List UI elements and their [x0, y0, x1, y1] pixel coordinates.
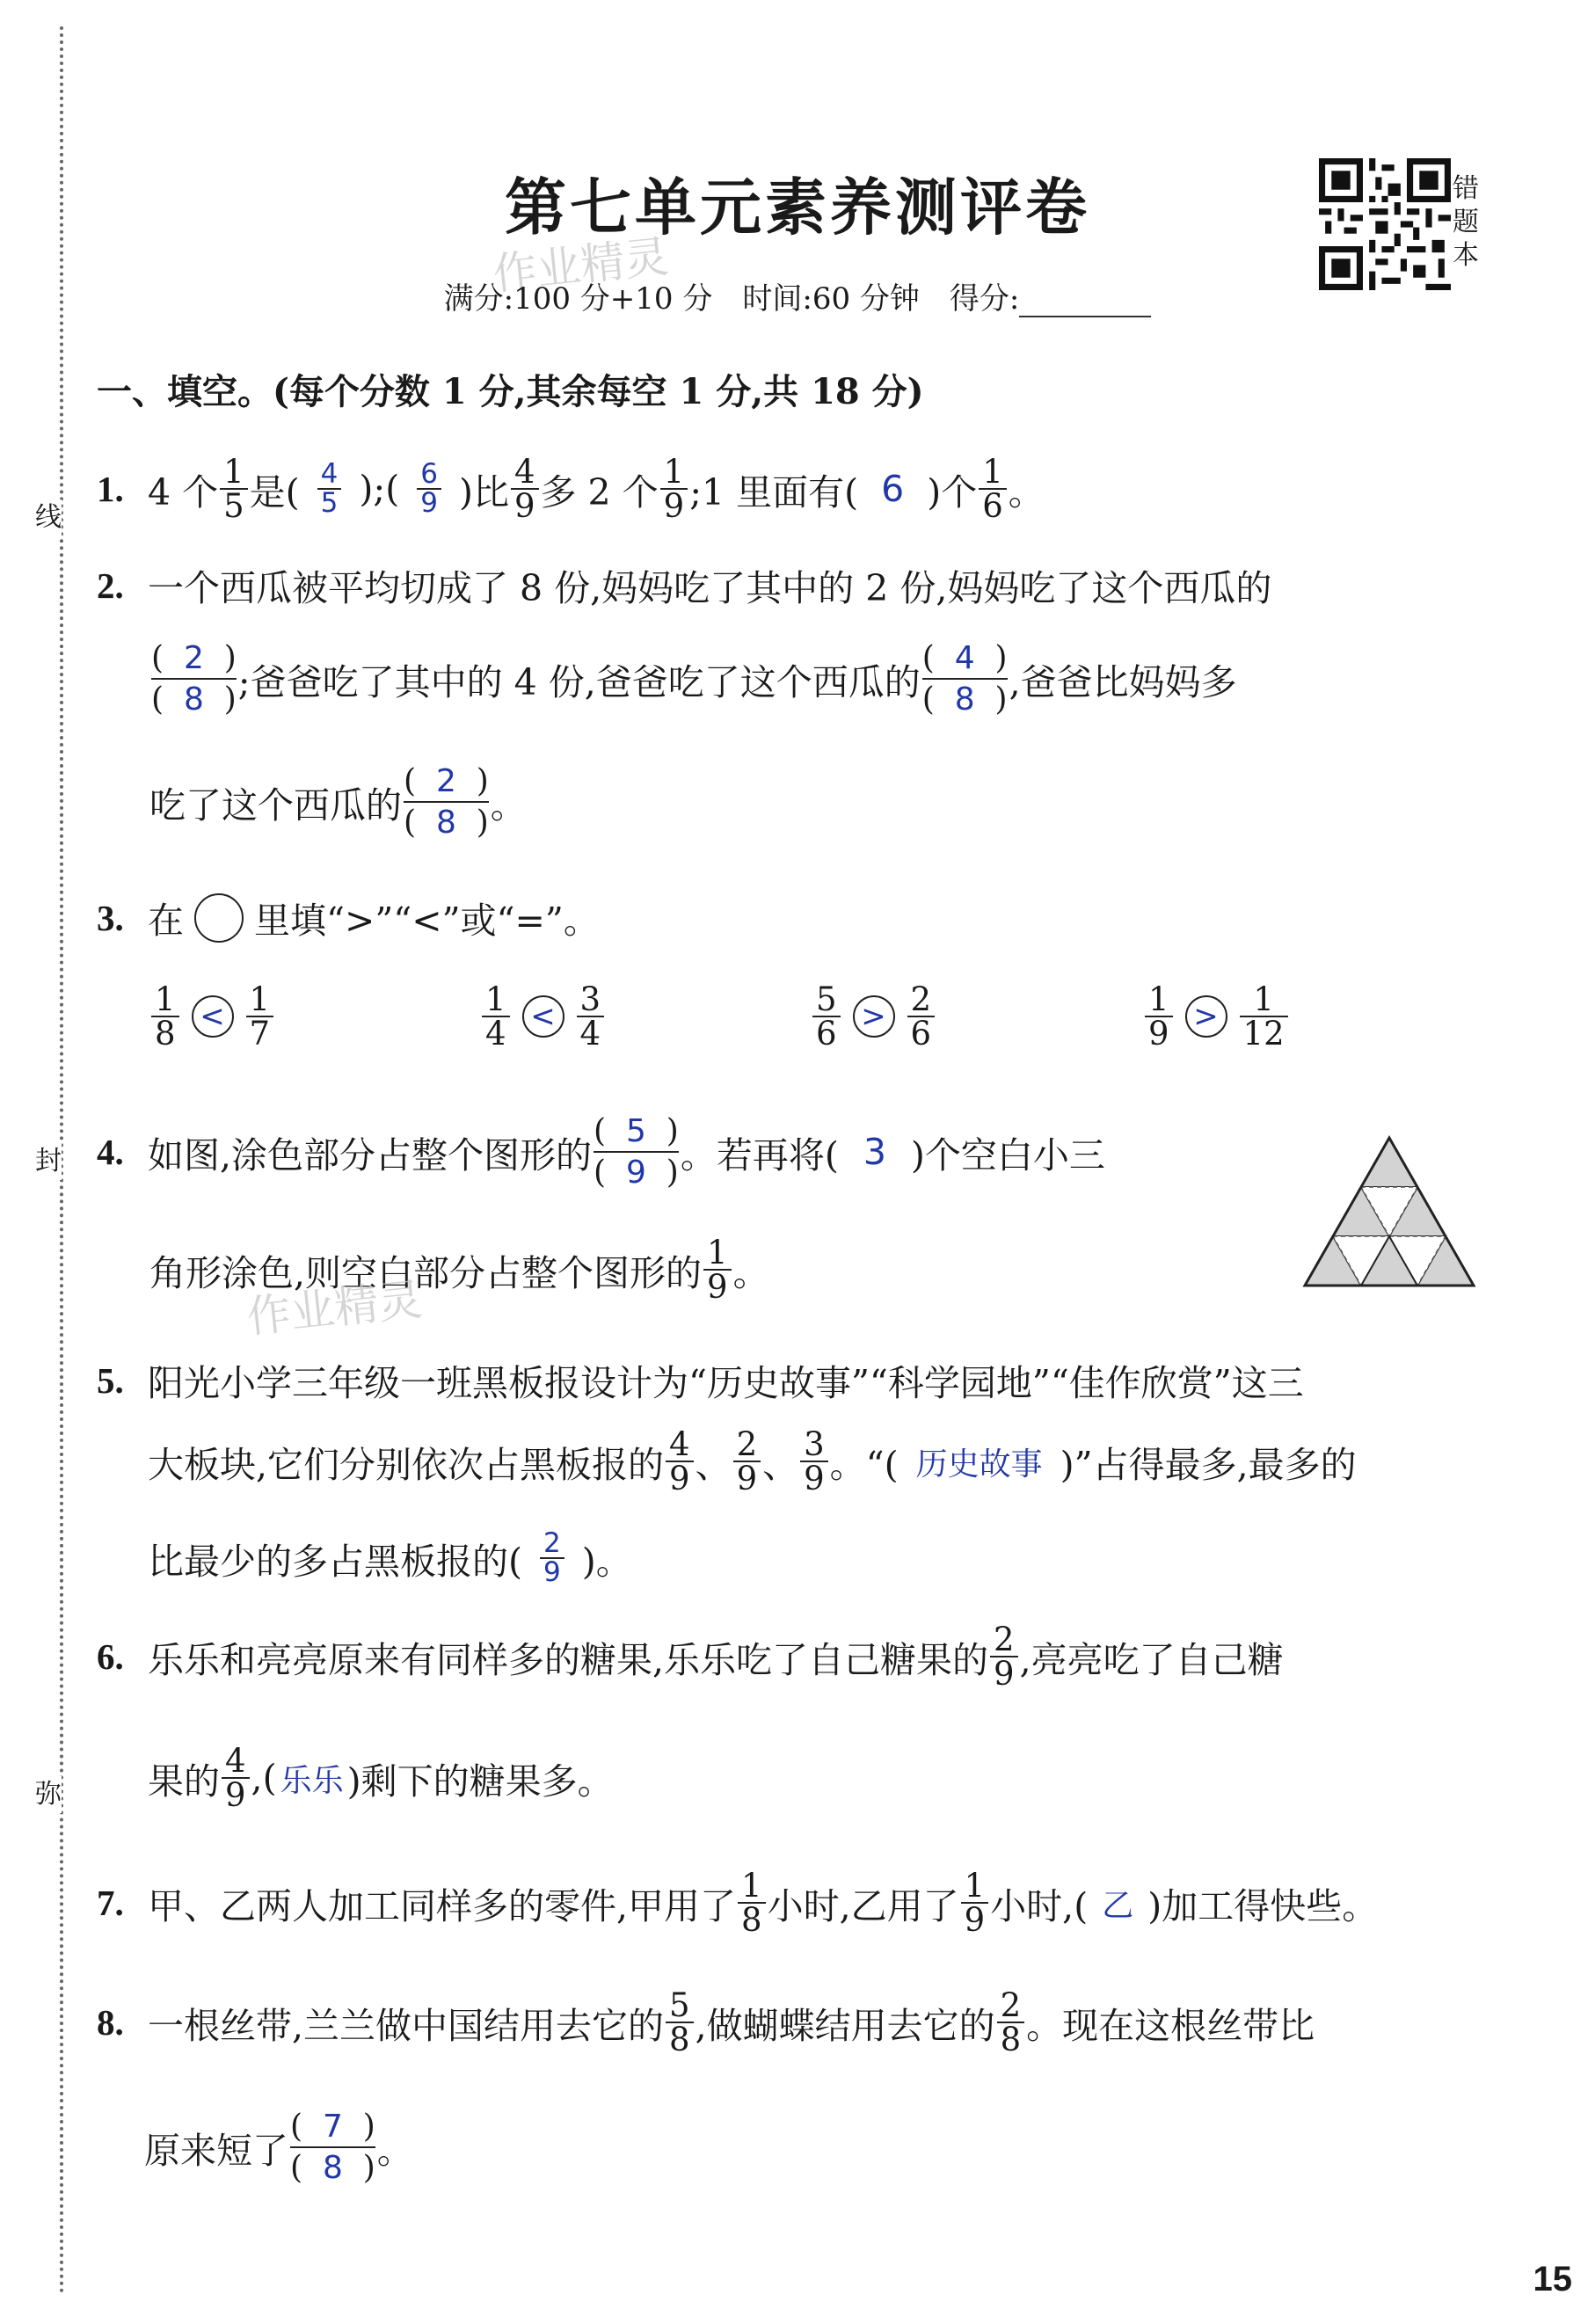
text: 里填“>”“<”或“=”。 [254, 900, 600, 942]
denominator-row: ( 9 ) [594, 1151, 679, 1192]
text: 。现在这根丝带比 [1026, 2004, 1315, 2047]
denominator-row: ( 8 ) [404, 801, 489, 842]
question-6-line-1 [97, 1621, 1284, 1693]
numerator: 1 [964, 1867, 986, 1905]
question-5-line-3 [148, 1527, 632, 1588]
answer-fraction [404, 761, 489, 842]
denominator: 9 [733, 1461, 761, 1495]
numerator: 4 [954, 640, 975, 676]
numerator-row: ( 7 ) [290, 2109, 375, 2145]
denominator: 8 [954, 681, 975, 718]
answer-fraction [151, 638, 237, 719]
text: 原来短了 [144, 2129, 288, 2172]
qr-code-icon[interactable] [1319, 158, 1451, 290]
denominator: 9 [1145, 1016, 1173, 1050]
denominator: 6 [812, 1016, 841, 1050]
comparison-circle: < [522, 995, 564, 1038]
question-4-line-2 [149, 1234, 769, 1306]
text: 乐乐和亮亮原来有同样多的糖果,乐乐吃了自己糖果的 [148, 1638, 989, 1681]
question-3 [97, 892, 600, 943]
answer: 6 [881, 468, 905, 510]
text: ,爸爸比妈妈多 [1009, 660, 1237, 703]
numerator: 2 [183, 640, 204, 676]
fraction [666, 1425, 694, 1497]
text: ;1 里面有( [689, 470, 859, 514]
denominator: 6 [979, 488, 1007, 522]
denominator: 7 [246, 1016, 274, 1050]
question-number: 6. [97, 1636, 124, 1677]
denominator: 8 [666, 2022, 694, 2056]
comparison-circle: > [1185, 995, 1227, 1038]
numerator: 1 [1148, 980, 1169, 1018]
numerator-row: ( 2 ) [404, 763, 489, 799]
numerator: 2 [1000, 1986, 1022, 2024]
question-8-line-1 [97, 1986, 1315, 2058]
numerator: 1 [707, 1234, 728, 1271]
margin-label-line: 线 [35, 499, 62, 536]
question-2-line-2 [149, 638, 1237, 719]
numerator-row: ( 4 ) [921, 640, 1008, 676]
denominator: 9 [511, 488, 539, 522]
text: 、 [695, 1443, 732, 1486]
fraction [800, 1425, 828, 1497]
text: 如图,涂色部分占整个图形的 [148, 1133, 593, 1177]
denominator: 9 [703, 1269, 732, 1303]
fraction [990, 1621, 1018, 1693]
answer: 3 [863, 1131, 886, 1173]
shaded-triangle [1361, 1138, 1417, 1187]
comparison-item [149, 980, 275, 1053]
denominator: 8 [738, 1902, 766, 1936]
text: 。 [376, 2129, 413, 2172]
numerator: 2 [736, 1425, 758, 1463]
numerator: 5 [669, 1986, 690, 2024]
text: )比 [458, 470, 509, 514]
text: )”占得最多,最多的 [1060, 1443, 1357, 1486]
question-number: 8. [97, 2002, 124, 2043]
section-heading: 一、填空。(每个分数 1 分,其余每空 1 分,共 18 分) [97, 371, 924, 412]
text: 果的 [148, 1759, 220, 1803]
fraction [812, 980, 841, 1053]
answer-fraction [540, 1527, 564, 1588]
fraction [511, 453, 539, 525]
comparison-item [480, 980, 606, 1053]
fraction [220, 453, 248, 525]
denominator: 9 [800, 1461, 828, 1495]
denominator: 8 [151, 1016, 179, 1050]
denominator: 9 [540, 1557, 564, 1586]
answer-fraction [290, 2107, 375, 2188]
text: )加工得快些。 [1147, 1884, 1379, 1927]
text: )剩下的糖果多。 [346, 1759, 614, 1803]
numerator: 5 [625, 1113, 646, 1149]
numerator: 5 [816, 980, 837, 1018]
text: ,亮亮吃了自己糖 [1019, 1638, 1284, 1681]
question-6-line-2 [148, 1742, 614, 1814]
comparison-item [1143, 980, 1290, 1053]
question-number: 7. [97, 1883, 124, 1923]
score-blank [1019, 289, 1151, 317]
text: 大板块,它们分别依次占黑板报的 [148, 1443, 665, 1486]
text: 角形涂色,则空白部分占整个图形的 [149, 1251, 703, 1294]
question-5-line-2 [148, 1425, 1357, 1497]
comparison-item [811, 980, 936, 1053]
numerator-row: ( 2 ) [151, 640, 237, 676]
numerator: 6 [420, 458, 438, 490]
text: 。 [732, 1251, 769, 1294]
numerator: 3 [804, 1425, 825, 1463]
numerator: 1 [223, 453, 244, 491]
text: 、 [762, 1443, 799, 1486]
empty-circle-icon [194, 893, 244, 943]
text: 是( [249, 470, 300, 514]
fraction [997, 1986, 1025, 2058]
answer-fraction [594, 1111, 679, 1192]
answer-fraction [317, 458, 342, 519]
denominator: 6 [907, 1016, 936, 1050]
text: 一个西瓜被平均切成了 8 份,妈妈吃了其中的 2 份,妈妈吃了这个西瓜的 [148, 567, 1272, 609]
numerator: 4 [225, 1742, 246, 1780]
text: ;爸爸吃了其中的 4 份,爸爸吃了这个西瓜的 [237, 660, 921, 703]
denominator: 8 [997, 2022, 1025, 2056]
denominator-row: ( 8 ) [290, 2146, 375, 2188]
denominator: 5 [220, 488, 248, 522]
text: 吃了这个西瓜的 [149, 783, 402, 827]
fraction [666, 1986, 694, 2058]
denominator: 9 [990, 1656, 1018, 1690]
answer: 乙 [1102, 1887, 1134, 1924]
fraction [733, 1425, 761, 1497]
fraction [961, 1867, 989, 1939]
question-4-line-1 [97, 1111, 1105, 1192]
text: 一根丝带,兰兰做中国结用去它的 [148, 2004, 665, 2047]
fraction [151, 980, 179, 1053]
numerator: 4 [513, 453, 535, 491]
numerator: 4 [669, 1425, 690, 1463]
numerator: 2 [910, 980, 932, 1018]
answer: 历史故事 [915, 1446, 1043, 1483]
denominator: 8 [435, 805, 456, 841]
comparison-circle: < [192, 995, 234, 1038]
fraction [482, 980, 510, 1053]
question-number: 3. [97, 897, 124, 938]
numerator-row: ( 5 ) [594, 1113, 679, 1149]
triangle-figure [1300, 1134, 1479, 1293]
fraction [1145, 980, 1173, 1053]
text: )个空白小三 [910, 1133, 1105, 1177]
fraction [738, 1867, 766, 1939]
denominator: 8 [183, 681, 204, 718]
denominator: 9 [666, 1461, 694, 1495]
denominator: 9 [660, 488, 688, 522]
text: )个 [927, 470, 978, 514]
comparison-circle: > [853, 995, 895, 1038]
numerator: 1 [982, 453, 1003, 491]
fraction [577, 980, 605, 1053]
denominator: 9 [222, 1777, 250, 1811]
fraction [979, 453, 1007, 525]
numerator: 2 [994, 1621, 1015, 1658]
numerator: 1 [663, 453, 685, 491]
text: 比最少的多占黑板报的( [148, 1540, 522, 1583]
numerator: 2 [435, 763, 456, 799]
denominator: 4 [577, 1016, 605, 1050]
text: ,( [251, 1757, 277, 1799]
text: 。 [1008, 470, 1045, 514]
answer-fraction [417, 458, 441, 519]
question-2-line-1 [97, 559, 1271, 611]
numerator: 2 [543, 1527, 561, 1559]
text: 4 个 [148, 470, 219, 514]
text: 多 2 个 [540, 470, 659, 514]
denominator-row: ( 8 ) [151, 678, 237, 719]
denominator: 9 [961, 1902, 989, 1936]
question-8-line-2 [144, 2107, 413, 2188]
answer-fraction [922, 638, 1008, 719]
denominator: 8 [322, 2150, 343, 2186]
question-number: 1. [97, 469, 124, 509]
watermark: 作业精灵 [490, 230, 671, 301]
denominator: 4 [482, 1016, 510, 1050]
question-2-line-3 [149, 761, 527, 842]
margin-label-mi: 弥 [35, 1776, 62, 1813]
question-number: 4. [97, 1132, 124, 1172]
denominator-row: ( 8 ) [922, 678, 1008, 719]
numerator: 1 [155, 980, 176, 1018]
text: 阳光小学三年级一班黑板报设计为“历史故事”“科学园地”“佳作欣赏”这三 [148, 1362, 1304, 1404]
fraction [703, 1234, 732, 1306]
numerator: 7 [322, 2109, 343, 2145]
question-number: 5. [97, 1359, 124, 1401]
denominator: 5 [317, 488, 342, 517]
numerator: 1 [1253, 980, 1274, 1018]
page-number: 15 [1533, 2260, 1572, 2299]
margin-label-seal: 封 [35, 1143, 62, 1180]
text: )。 [581, 1540, 632, 1583]
question-number: 2. [97, 565, 124, 606]
fraction [1240, 980, 1288, 1053]
page-title: 第七单元素养测评卷 [505, 171, 1090, 244]
denominator: 12 [1240, 1016, 1288, 1050]
text: 。 [490, 783, 527, 827]
text: 在 [148, 900, 184, 942]
denominator: 9 [417, 488, 441, 517]
numerator: 1 [741, 1867, 762, 1905]
text: ,做蝴蝶结用去它的 [695, 2004, 995, 2047]
numerator: 1 [485, 980, 506, 1018]
answer: 乐乐 [280, 1762, 344, 1799]
text: 小时,( [990, 1884, 1089, 1927]
qr-label: 错题本 [1453, 173, 1479, 271]
text: 小时,乙用了 [767, 1884, 959, 1927]
denominator: 9 [625, 1155, 646, 1191]
text: 。“( [829, 1443, 899, 1486]
fraction [222, 1742, 250, 1814]
numerator: 3 [579, 980, 601, 1018]
numerator: 4 [320, 458, 339, 490]
fraction [246, 980, 274, 1053]
score-info: 满分:100 分+10 分 时间:60 分钟 得分: [0, 274, 1595, 317]
text: 甲、乙两人加工同样多的零件,甲用了 [148, 1884, 737, 1927]
text: 。若再将( [680, 1133, 839, 1177]
numerator: 1 [249, 980, 271, 1018]
fraction [660, 453, 688, 525]
question-7 [97, 1867, 1379, 1939]
question-5-line-1 [97, 1354, 1304, 1406]
question-1 [97, 453, 1045, 525]
text: );( [359, 468, 400, 510]
fraction [907, 980, 936, 1053]
watermark: 作业精灵 [244, 1273, 425, 1344]
